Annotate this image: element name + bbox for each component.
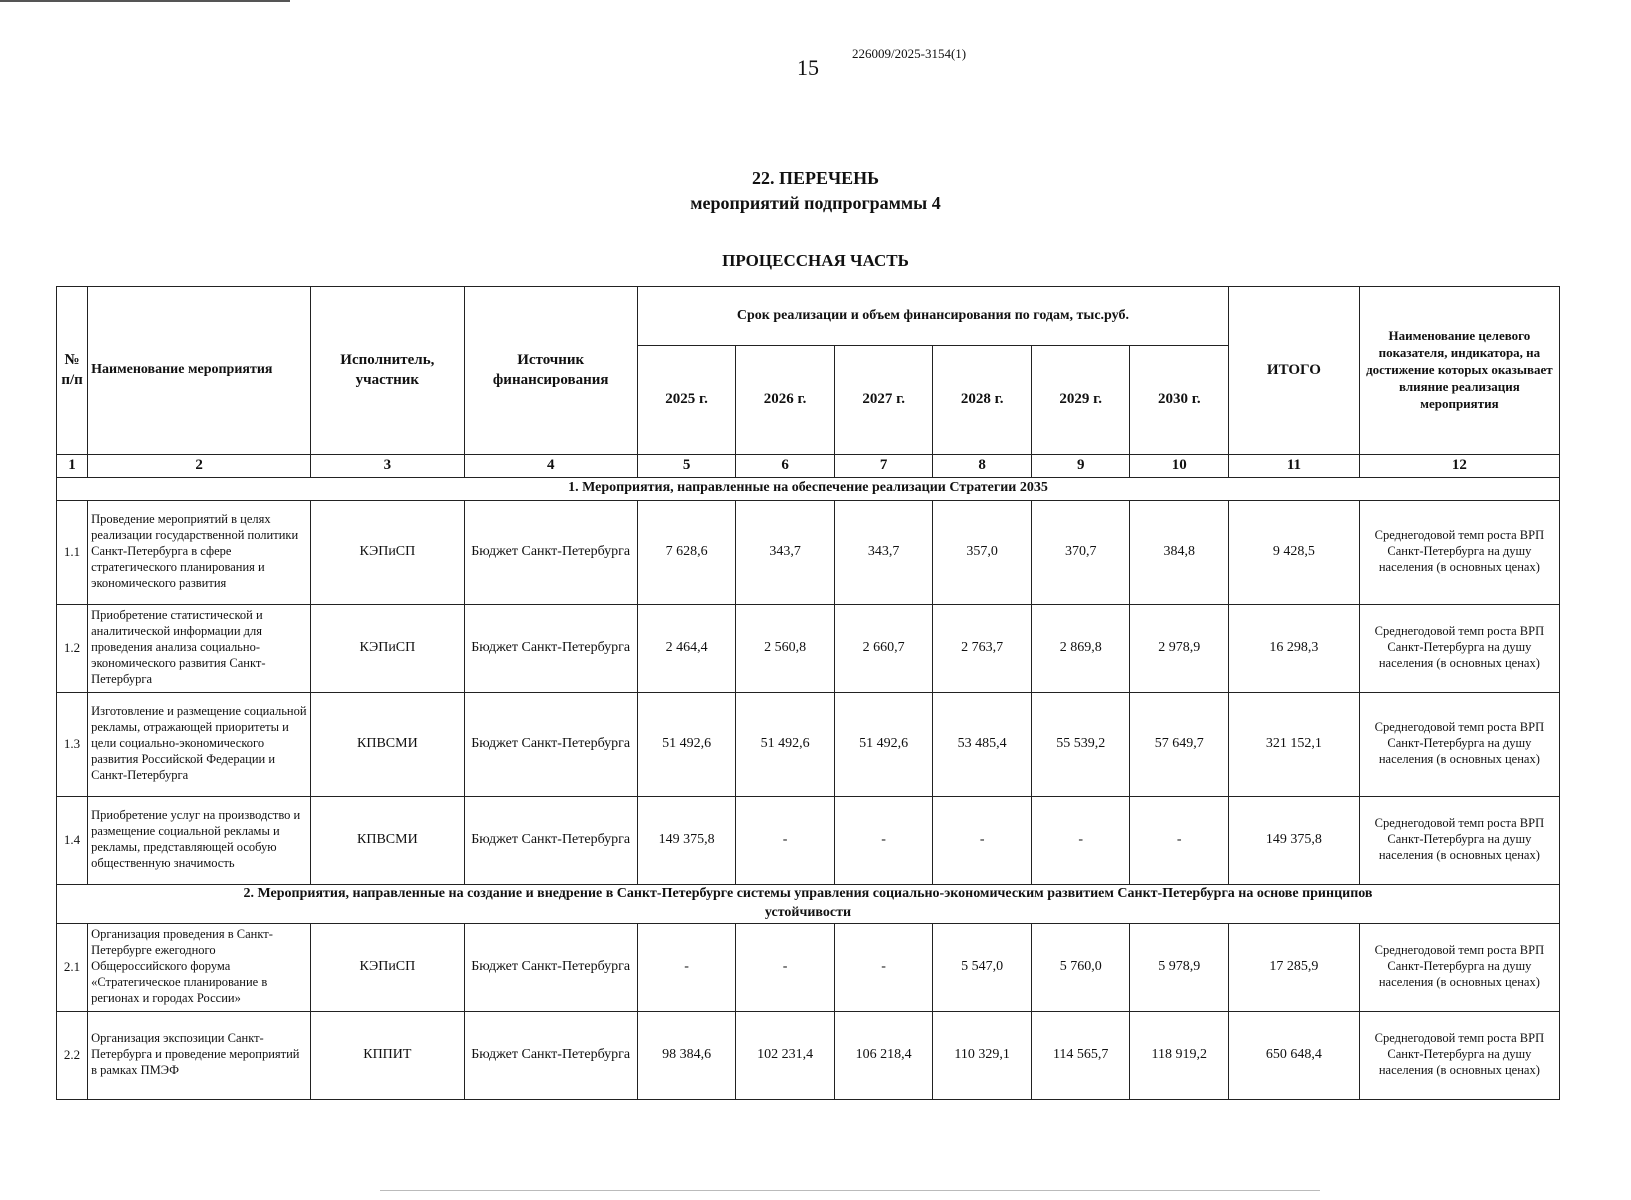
amount-2029: - bbox=[1031, 796, 1130, 884]
section-title: 1. Мероприятия, направленные на обеспечение реализации Стратегии 2035 bbox=[57, 477, 1560, 500]
amount-2028: 357,0 bbox=[933, 500, 1032, 604]
amount-2026: 51 492,6 bbox=[736, 692, 835, 796]
amount-2025: - bbox=[637, 923, 736, 1011]
section-row bbox=[57, 477, 1560, 500]
column-number: 4 bbox=[464, 455, 637, 478]
amount-2027: - bbox=[834, 796, 933, 884]
scan-artifact-line bbox=[380, 1190, 1320, 1191]
executor: КЭПиСП bbox=[311, 923, 465, 1011]
column-number: 8 bbox=[933, 455, 1032, 478]
header-row bbox=[57, 287, 1560, 346]
funding-source: Бюджет Санкт-Петербурга bbox=[464, 923, 637, 1011]
amount-2029: 114 565,7 bbox=[1031, 1011, 1130, 1099]
table-row bbox=[57, 500, 1560, 604]
amount-total: 16 298,3 bbox=[1229, 604, 1360, 692]
amount-2028: 5 547,0 bbox=[933, 923, 1032, 1011]
header-year: 2027 г. bbox=[834, 346, 933, 455]
measure-name: Организация проведения в Санкт-Петербурге ежегодного Общероссийского форума «Стратегическое планирование в регионах и городах России» bbox=[88, 923, 311, 1011]
amount-2026: 102 231,4 bbox=[736, 1011, 835, 1099]
column-number: 2 bbox=[88, 455, 311, 478]
column-number: 9 bbox=[1031, 455, 1130, 478]
column-number: 11 bbox=[1229, 455, 1360, 478]
amount-2025: 2 464,4 bbox=[637, 604, 736, 692]
row-number: 2.1 bbox=[57, 923, 88, 1011]
amount-2027: 343,7 bbox=[834, 500, 933, 604]
header-year: 2029 г. bbox=[1031, 346, 1130, 455]
funding-source: Бюджет Санкт-Петербурга bbox=[464, 796, 637, 884]
amount-total: 650 648,4 bbox=[1229, 1011, 1360, 1099]
column-number: 1 bbox=[57, 455, 88, 478]
column-number: 3 bbox=[311, 455, 465, 478]
amount-2025: 149 375,8 bbox=[637, 796, 736, 884]
amount-2025: 51 492,6 bbox=[637, 692, 736, 796]
column-number: 10 bbox=[1130, 455, 1229, 478]
top-edge-line bbox=[0, 0, 290, 2]
amount-2025: 98 384,6 bbox=[637, 1011, 736, 1099]
header-name: Наименование мероприятия bbox=[88, 287, 311, 455]
target-indicator: Среднегодовой темп роста ВРП Санкт-Петербурга на душу населения (в основных ценах) bbox=[1359, 1011, 1559, 1099]
executor: КЭПиСП bbox=[311, 604, 465, 692]
funding-source: Бюджет Санкт-Петербурга bbox=[464, 500, 637, 604]
amount-2029: 2 869,8 bbox=[1031, 604, 1130, 692]
amount-total: 149 375,8 bbox=[1229, 796, 1360, 884]
executor: КПВСМИ bbox=[311, 692, 465, 796]
measures-table bbox=[56, 286, 1560, 1100]
target-indicator: Среднегодовой темп роста ВРП Санкт-Петербурга на душу населения (в основных ценах) bbox=[1359, 796, 1559, 884]
amount-2030: 57 649,7 bbox=[1130, 692, 1229, 796]
amount-2030: 2 978,9 bbox=[1130, 604, 1229, 692]
funding-source: Бюджет Санкт-Петербурга bbox=[464, 692, 637, 796]
header-total: ИТОГО bbox=[1229, 287, 1360, 455]
target-indicator: Среднегодовой темп роста ВРП Санкт-Петербурга на душу населения (в основных ценах) bbox=[1359, 500, 1559, 604]
table-row bbox=[57, 604, 1560, 692]
amount-2028: 2 763,7 bbox=[933, 604, 1032, 692]
document-subtitle: мероприятий подпрограммы 4 bbox=[690, 193, 941, 213]
column-numbers-row bbox=[57, 455, 1560, 478]
row-number: 2.2 bbox=[57, 1011, 88, 1099]
amount-2027: - bbox=[834, 923, 933, 1011]
measure-name: Изготовление и размещение социальной рекламы, отражающей приоритеты и цели социально-экономического развития Российской Федерации и Санкт-Петербурга bbox=[88, 692, 311, 796]
table-row bbox=[57, 692, 1560, 796]
measure-name: Проведение мероприятий в целях реализации государственной политики Санкт-Петербурга в сфере стратегического планирования и экономического развития bbox=[88, 500, 311, 604]
header-year: 2030 г. bbox=[1130, 346, 1229, 455]
header-indicator: Наименование целевого показателя, индикатора, на достижение которых оказывает влияние реализация мероприятия bbox=[1359, 287, 1559, 455]
section-heading: ПРОЦЕССНАЯ ЧАСТЬ bbox=[722, 251, 909, 270]
executor: КПВСМИ bbox=[311, 796, 465, 884]
amount-2027: 51 492,6 bbox=[834, 692, 933, 796]
column-number: 5 bbox=[637, 455, 736, 478]
amount-2026: 2 560,8 bbox=[736, 604, 835, 692]
header-source: Источник финансирования bbox=[464, 287, 637, 455]
amount-2030: 118 919,2 bbox=[1130, 1011, 1229, 1099]
amount-total: 17 285,9 bbox=[1229, 923, 1360, 1011]
amount-2029: 370,7 bbox=[1031, 500, 1130, 604]
amount-2030: 5 978,9 bbox=[1130, 923, 1229, 1011]
header-year: 2026 г. bbox=[736, 346, 835, 455]
document-id: 226009/2025-3154(1) bbox=[852, 46, 967, 61]
column-number: 6 bbox=[736, 455, 835, 478]
amount-2027: 106 218,4 bbox=[834, 1011, 933, 1099]
header-year: 2028 г. bbox=[933, 346, 1032, 455]
document-title: 22. ПЕРЕЧЕНЬ bbox=[751, 168, 880, 188]
column-number: 12 bbox=[1359, 455, 1559, 478]
amount-2026: 343,7 bbox=[736, 500, 835, 604]
measure-name: Организация экспозиции Санкт-Петербурга и проведение мероприятий в рамках ПМЭФ bbox=[88, 1011, 311, 1099]
header-year: 2025 г. bbox=[637, 346, 736, 455]
amount-2028: 110 329,1 bbox=[933, 1011, 1032, 1099]
amount-2026: - bbox=[736, 796, 835, 884]
table-row bbox=[57, 796, 1560, 884]
row-number: 1.4 bbox=[57, 796, 88, 884]
section-row bbox=[57, 884, 1560, 923]
funding-source: Бюджет Санкт-Петербурга bbox=[464, 1011, 637, 1099]
amount-total: 9 428,5 bbox=[1229, 500, 1360, 604]
amount-2030: - bbox=[1130, 796, 1229, 884]
executor: КЭПиСП bbox=[311, 500, 465, 604]
amount-2029: 55 539,2 bbox=[1031, 692, 1130, 796]
measure-name: Приобретение услуг на производство и размещение социальной рекламы и рекламы, представляющей особую общественную значимость bbox=[88, 796, 311, 884]
amount-2025: 7 628,6 bbox=[637, 500, 736, 604]
amount-total: 321 152,1 bbox=[1229, 692, 1360, 796]
amount-2027: 2 660,7 bbox=[834, 604, 933, 692]
target-indicator: Среднегодовой темп роста ВРП Санкт-Петербурга на душу населения (в основных ценах) bbox=[1359, 923, 1559, 1011]
target-indicator: Среднегодовой темп роста ВРП Санкт-Петербурга на душу населения (в основных ценах) bbox=[1359, 604, 1559, 692]
target-indicator: Среднегодовой темп роста ВРП Санкт-Петербурга на душу населения (в основных ценах) bbox=[1359, 692, 1559, 796]
section-title: 2. Мероприятия, направленные на создание и внедрение в Санкт-Петербурге системы управления социально-экономическим развитием Санкт-Петербурга на основе принципов устойчивости bbox=[57, 884, 1560, 923]
amount-2029: 5 760,0 bbox=[1031, 923, 1130, 1011]
row-number: 1.1 bbox=[57, 500, 88, 604]
funding-source: Бюджет Санкт-Петербурга bbox=[464, 604, 637, 692]
header-period: Срок реализации и объем финансирования по годам, тыс.руб. bbox=[637, 287, 1228, 346]
header-executor: Исполнитель, участник bbox=[311, 287, 465, 455]
header-num: № п/п bbox=[57, 287, 88, 455]
column-number: 7 bbox=[834, 455, 933, 478]
measure-name: Приобретение статистической и аналитической информации для проведения анализа социально-экономического развития Санкт-Петербурга bbox=[88, 604, 311, 692]
amount-2026: - bbox=[736, 923, 835, 1011]
table-row bbox=[57, 1011, 1560, 1099]
amount-2028: 53 485,4 bbox=[933, 692, 1032, 796]
amount-2030: 384,8 bbox=[1130, 500, 1229, 604]
row-number: 1.2 bbox=[57, 604, 88, 692]
row-number: 1.3 bbox=[57, 692, 88, 796]
page-number: 15 bbox=[797, 55, 819, 80]
table-row bbox=[57, 923, 1560, 1011]
executor: КППИТ bbox=[311, 1011, 465, 1099]
amount-2028: - bbox=[933, 796, 1032, 884]
